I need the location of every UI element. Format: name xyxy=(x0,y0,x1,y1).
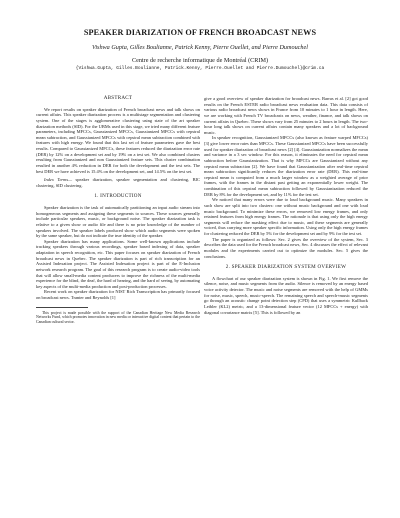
section-1-heading: 1. INTRODUCTION xyxy=(94,193,142,200)
intro-paragraph-3: Recent work on speaker diarization for NIST Rich Transcription has primarily focused on broadcast news. Tranter and Reynolds [1] xyxy=(36,289,200,300)
paper-title: SPEAKER DIARIZATION OF FRENCH BROADCAST NEWS xyxy=(83,28,317,37)
body-paragraph-2: In speaker recognition, Gaussianized MFCCs (also known as feature warped MFCCs) [3] give lower error rates than MFCCs. These Gaussianized MFCCs have been successfully used for speaker diarization of broadcast news [2] [4]. Gaussianization normalizes the mean and variance in a 3 sec window. For this reason, it eliminates the need for cepstral mean subtraction before Gaussianization. That is why MFCCs are Gaussianized without any cepstral mean subtraction [2]. We have found that Gaussianization after real-time cepstral mean subtraction significantly reduces the diarization error rate (DER). This real-time cepstral mean is computed from a much larger window as a weighted average of prior frames, with the frames in the distant past getting an exponentially lower weight. The combination of this cepstral mean subtraction followed by Gaussianization reduced the DER by 8% for the development set, and by 11% for the test set. xyxy=(204,135,368,197)
footnote-divider xyxy=(36,307,88,308)
index-terms-label: Index Terms— xyxy=(44,177,73,183)
system-overview-paragraph: A flowchart of our speaker diarization system is shown in Fig. 1. We first remove the silence, noise, and music segments from the audio. Silence is removed by an energy based voice activity detector. The music and noise segments are removed with the help of GMMs for noise, music, speech, music-speech. The remaining speech and speech+music segments go through an acoustic change point detection step (CPD) that uses a symmetric Kullback Leibler (KL2) metric, and a 13-dimensional feature vector (12 MFCCs + energy) with diagonal covariance matrix [5]. This is followed by an xyxy=(204,275,368,315)
index-terms xyxy=(36,177,200,188)
right-column xyxy=(204,96,368,315)
author-list: Vishwa Gupta, Gilles Boulianne, Patrick Kenny, Pierre Ouellet, and Pierre Dumouchel xyxy=(92,44,308,51)
left-column xyxy=(36,96,200,324)
abstract-heading: ABSTRACT xyxy=(103,95,133,101)
index-terms-text: speaker diarization, speaker segmentation and clustering, BIC clustering, SID clustering. xyxy=(36,177,200,188)
affiliation: Centre de recherche informatique de Montréal (CRIM) xyxy=(131,57,269,64)
author-emails: {Vishwa.Gupta, Gilles.Boulianne, Patrick.Kenny, Pierre.Ouellet and Pierre.Dumouchel}@crim.ca xyxy=(75,66,325,71)
body-paragraph-4: The paper is organized as follows: Sec. 2 gives the overview of the system, Sec. 3 describes the data used for the French broadcast news, Sec. 4 discusses the effect of relevant modules and the experiments carried out to optimize the modules. Sec. 5 gives the conclusions. xyxy=(204,236,368,259)
footnote: This project is made possible with the support of the Canadian Heritage New Media Research Networks Fund, which promotes innovation in new media or interactive digital content that pertain to the Canadian cultural sector. xyxy=(36,310,200,324)
body-paragraph-1: give a good overview of speaker diarization for broadcast news. Barras et al. [2] got good results on the French ESTER radio broadcast news evaluation data. This data consists of various radio broadcast news shows in France from 10 minutes to 1 hour in length. Here, we are working with French TV broadcasts on news, weather, finance, and talk shows on current affairs in Quebec. These shows vary from 25 minutes to 2 hours in length. The two-hour long talk shows on current affairs contain many speakers and a lot of background music. xyxy=(204,96,368,135)
section-2-heading: 2. SPEAKER DIARIZATION SYSTEM OVERVIEW xyxy=(225,264,347,271)
abstract-text: We report results on speaker diarization of French broadcast news and talk shows on current affairs. This speaker diarization process is a multistage segmentation and clustering system. One of the stages is agglomerative clustering using state of the art speaker diarization methods (SID). For the UBMs used in this stage, we tried many different feature parameters, including MFCCs, Gaussianized MFCCs, Gaussianized MFCCs with cepstral mean subtraction, and Gaussianized MFCCs with cepstral mean subtraction combined with features with high energy. We found that this last set of feature parameters gave the best results. Compared to Gaussianized MFCCs, these features reduced the diarization error rate (DER) by 12% on a development set and by 19% on a test set. We also combined clusters resulting from Gaussianized and non Gaussianized feature sets. This cluster combination resulted in another 4% reduction in DER for both the development and the test sets. The best DER we have achieved is 15.4% on the development set, and 14.5% on the test set. xyxy=(36,106,200,174)
body-paragraph-3: We noticed that many errors were due to loud background music. Many speakers in such show are split into two clusters: one without music background and one with loud music background. To minimize these errors, we removed low energy frames, and only retained features from high energy frames. The rationale is that using only the high energy segments will reduce the masking effect due to music, and these segments are generally voiced, thus carrying more speaker specific information. Using only the high energy frames for clustering reduced the DER by 5% for the development set and by 9% for the test set. xyxy=(204,197,368,236)
intro-paragraph-1: Speaker diarization is the task of automatically partitioning an input audio stream into homogeneous segments and assigning these segments to sources. These sources generally include particular speakers, music, or background noise. The speaker diarization task is relative to a given show or audio file and there is no prior knowledge of the number of speakers involved. The speaker labels produced show which audio segments were spoken by the same speaker, but do not indicate the true identity of the speaker. xyxy=(36,205,200,239)
intro-paragraph-2: Speaker diarization has many applications. Some well-known applications include tracking speakers through various recordings, speaker based indexing of data, speaker adaptation in speech recognition, etc. This paper focuses on speaker diarization of French broadcast news in Quebec. The speaker diarization is part of rich transcription for an Assisted Indexation project. The Assisted Indexation project is part of the E-Inclusion network research program. The goal of this research program is to create audio-video tools that will allow small-media content producers to improve the richness of the multi-media experience for the blind, the deaf, the hard of hearing, and the hard of seeing, by automating key aspects of the multi-media production and post-production processes. xyxy=(36,238,200,289)
